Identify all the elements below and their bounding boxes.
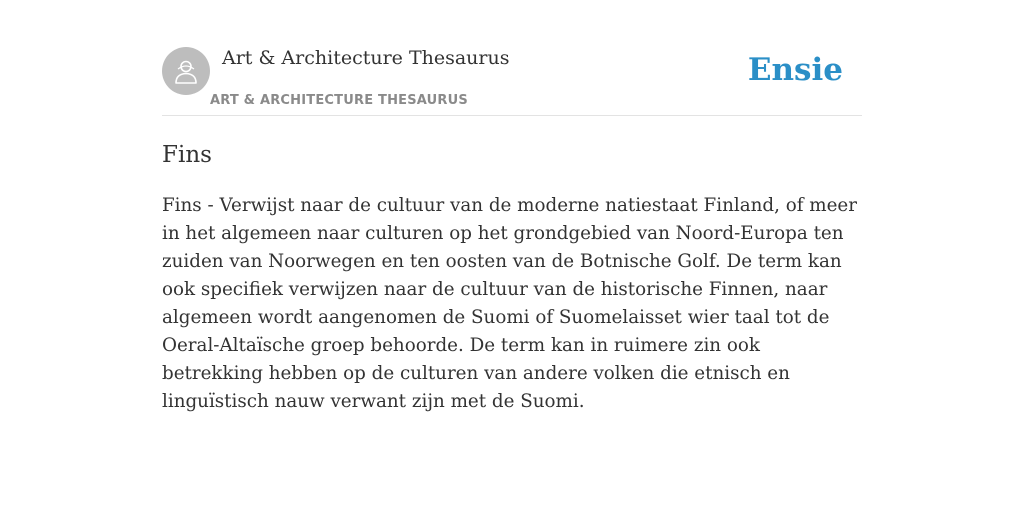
brand-logo[interactable]: Ensie <box>747 52 843 88</box>
user-avatar-icon <box>172 57 200 85</box>
author-name-link[interactable]: Art & Architecture Thesaurus <box>222 47 510 69</box>
source-label[interactable]: ART & ARCHITECTURE THESAURUS <box>210 93 468 108</box>
author-avatar[interactable] <box>162 47 210 95</box>
header-divider <box>162 115 862 116</box>
definition-text: Fins - Verwijst naar de cultuur van de moderne natiestaat Finland, of meer in het algemeen naar culturen op het grondgebied van Noord-Europa ten zuiden van Noorwegen en ten oosten van de Botnische Golf. De term kan ook specifiek verwijzen naar de cultuur van de historische Finnen, naar algemeen wordt aangenomen de Suomi of Suomelaisset wier taal tot de Oeral-Altaïsche groep behoorde. De term kan in ruimere zin ook betrekking hebben op de culturen van andere volken die etnisch en linguïstisch nauw verwant zijn met de Suomi. <box>162 195 857 412</box>
page-title: Fins <box>162 142 212 168</box>
